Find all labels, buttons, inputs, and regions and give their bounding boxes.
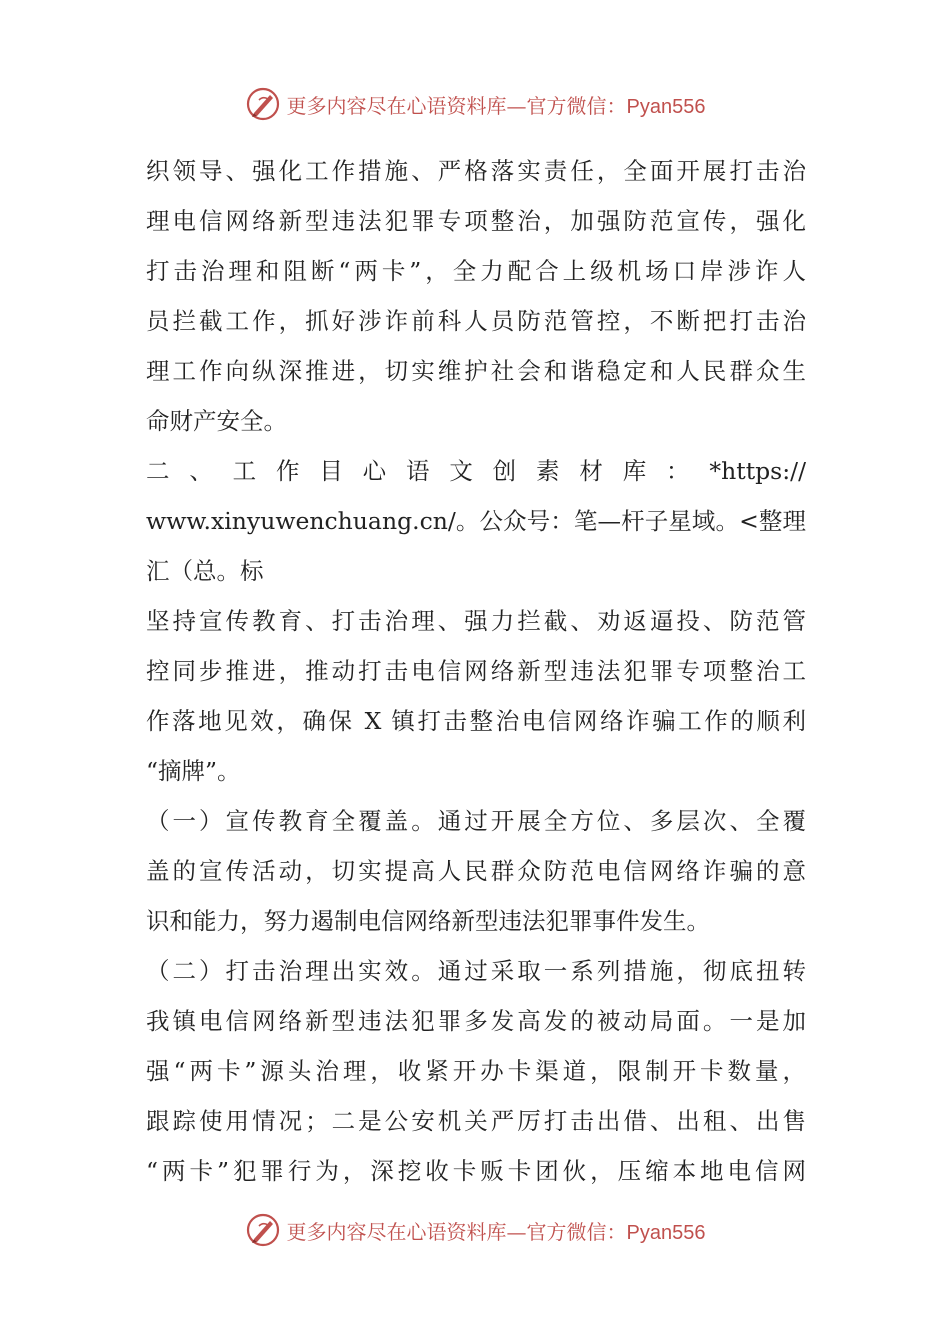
text-line: （一）宣传教育全覆盖。通过开展全方位、多层次、全覆 (146, 807, 806, 835)
text-line: 跟踪使用情况；二是公安机关严厉打击出借、出租、出售 (146, 1107, 806, 1135)
text-line: 理工作向纵深推进，切实维护社会和谐稳定和人民群众生 (146, 357, 806, 385)
text-line: 作落地见效，确保 X 镇打击整治电信网络诈骗工作的顺利 (146, 707, 806, 735)
text-line: 员拦截工作，抓好涉诈前科人员防范管控，不断把打击治 (146, 307, 806, 335)
pen-logo-icon (245, 86, 281, 122)
banner-text: 更多内容尽在心语资料库—官方微信：Pyan556 (286, 93, 706, 118)
text-line: 盖的宣传活动，切实提高人民群众防范电信网络诈骗的意 (146, 857, 806, 885)
banner-wechat-id: Pyan556 (626, 95, 706, 118)
text-line: 强“两卡”源头治理，收紧开办卡渠道，限制开卡数量， (146, 1057, 806, 1085)
text-line: 打击治理和阻断“两卡”，全力配合上级机场口岸涉诈人 (146, 257, 806, 285)
pen-logo-icon (245, 1212, 281, 1248)
text-line: 我镇电信网络新型违法犯罪多发高发的被动局面。一是加 (146, 1007, 806, 1035)
banner-text: 更多内容尽在心语资料库—官方微信：Pyan556 (286, 1219, 706, 1244)
text-line: 命财产安全。 (146, 407, 287, 435)
text-line: 识和能力，努力遏制电信网络新型违法犯罪事件发生。 (146, 907, 710, 935)
text-line: （二）打击治理出实效。通过采取一系列措施，彻底扭转 (146, 957, 806, 985)
text-line: 二 、 工 作 目 心 语 文 创 素 材 库 ： *https:// (146, 457, 806, 485)
text-line: 织领导、强化工作措施、严格落实责任，全面开展打击治 (146, 157, 806, 185)
text-line: www.xinyuwenchuang.cn/。公众号：笔—杆子星域。<整理 (146, 507, 806, 535)
banner-wechat-id: Pyan556 (626, 1221, 706, 1244)
text-line: “摘牌”。 (146, 757, 241, 785)
text-line: “两卡”犯罪行为，深挖收卡贩卡团伙，压缩本地电信网 (146, 1157, 806, 1185)
text-line: 理电信网络新型违法犯罪专项整治，加强防范宣传，强化 (146, 207, 806, 235)
text-line: 控同步推进，推动打击电信网络新型违法犯罪专项整治工 (146, 657, 806, 685)
text-line: 坚持宣传教育、打击治理、强力拦截、劝返逼投、防范管 (146, 607, 806, 635)
header-watermark-banner (0, 84, 950, 124)
footer-watermark-banner (0, 1210, 950, 1250)
text-line: 汇（总。标 (146, 557, 264, 585)
document-body (146, 146, 806, 1196)
